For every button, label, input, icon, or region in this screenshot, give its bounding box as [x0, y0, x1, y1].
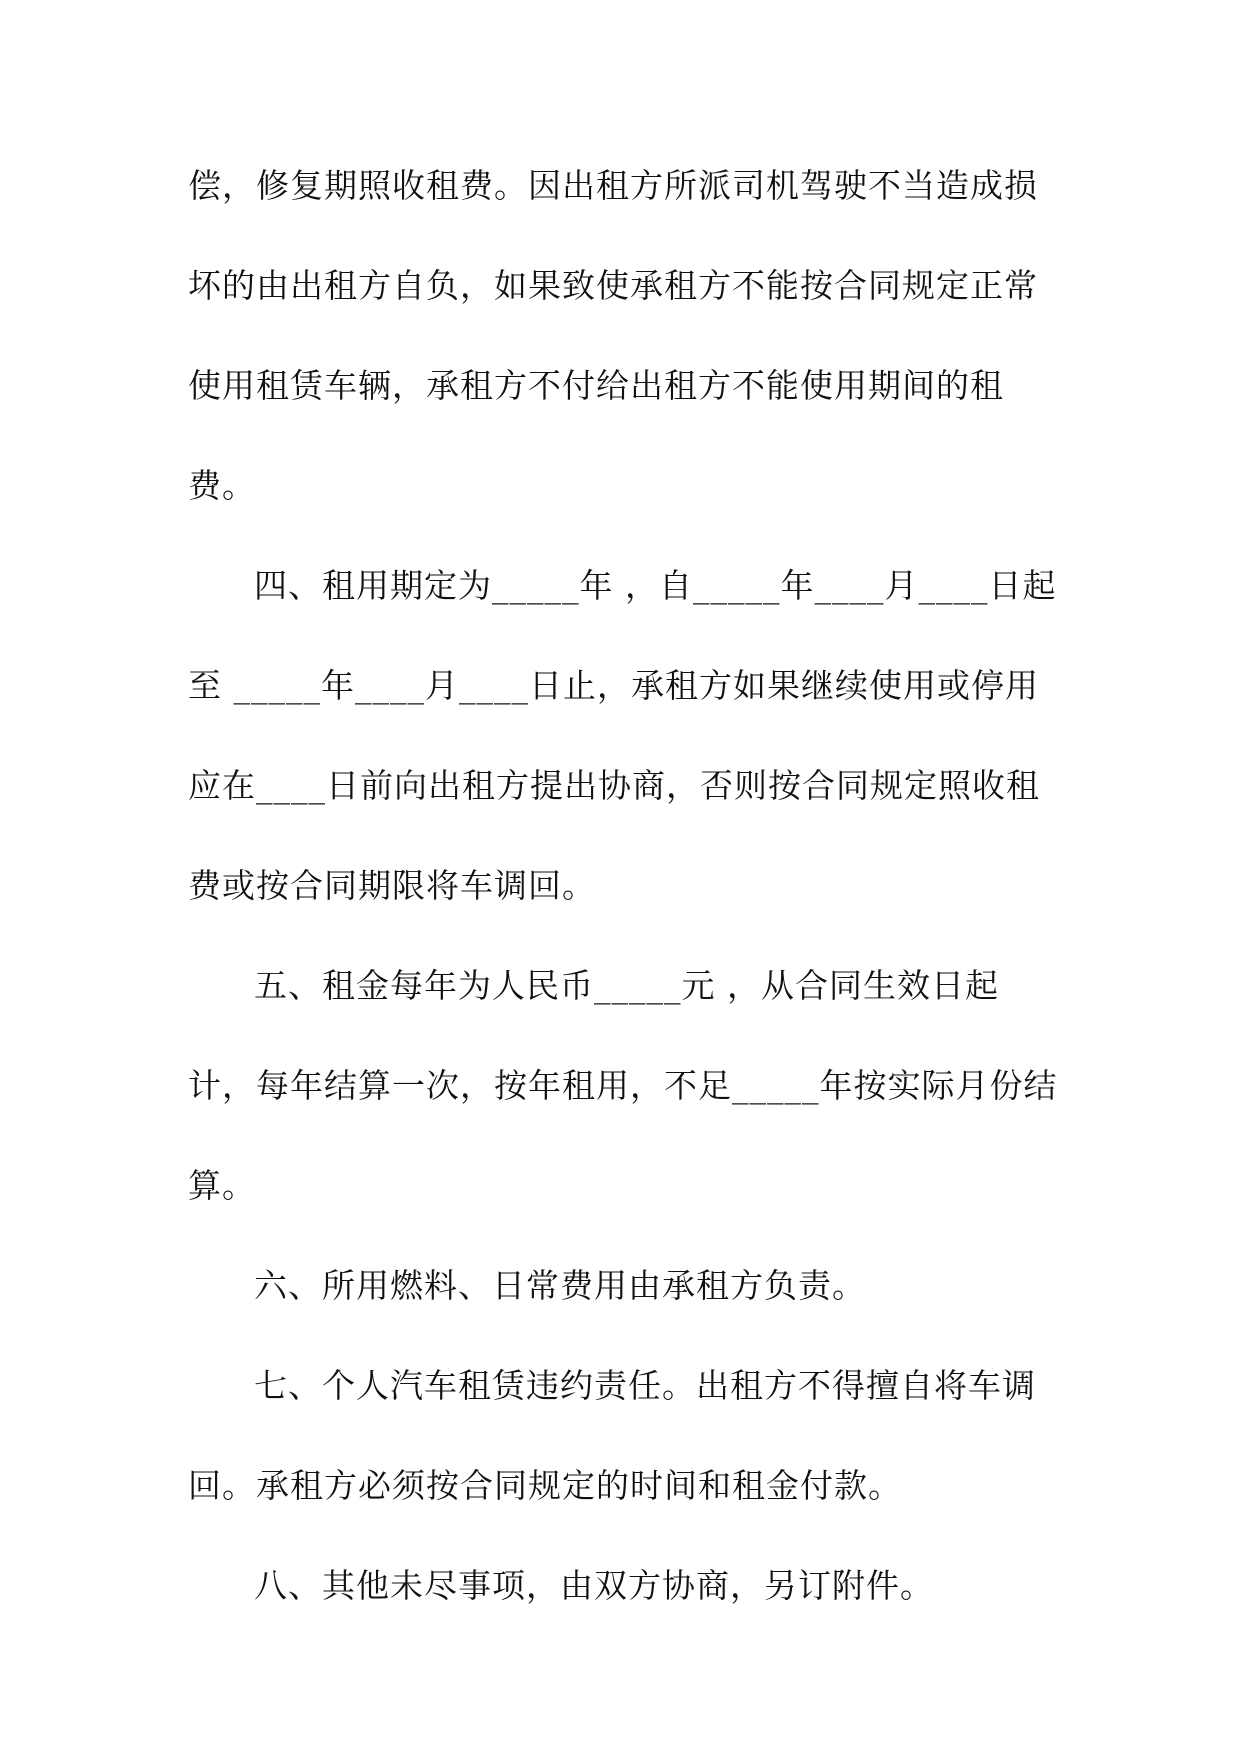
text-line: 坏的由出租方自负，如果致使承租方不能按合同规定正常 — [188, 266, 1038, 305]
text-line: 回。承租方必须按合同规定的时间和租金付款。 — [188, 1466, 902, 1505]
clause-4-line: 四、租用期定为_____年 ，自_____年____月____日起 — [254, 566, 1057, 605]
text-line: 偿，修复期照收租费。因出租方所派司机驾驶不当造成损 — [188, 166, 1038, 205]
text-line: 算。 — [188, 1166, 256, 1205]
text-line: 费。 — [188, 466, 256, 505]
clause-8-line: 八、其他未尽事项，由双方协商，另订附件。 — [254, 1566, 934, 1605]
text-line: 计，每年结算一次，按年租用，不足_____年按实际月份结 — [188, 1066, 1058, 1105]
text-line: 至 _____年____月____日止，承租方如果继续使用或停用 — [188, 666, 1039, 705]
text-line: 费或按合同期限将车调回。 — [188, 866, 596, 905]
text-line: 应在____日前向出租方提出协商，否则按合同规定照收租 — [188, 766, 1040, 805]
text-line: 使用租赁车辆，承租方不付给出租方不能使用期间的租 — [188, 366, 1004, 405]
clause-5-line: 五、租金每年为人民币_____元 ，从合同生效日起 — [254, 966, 999, 1005]
clause-6-line: 六、所用燃料、日常费用由承租方负责。 — [254, 1266, 866, 1305]
clause-7-line: 七、个人汽车租赁违约责任。出租方不得擅自将车调 — [254, 1366, 1036, 1405]
